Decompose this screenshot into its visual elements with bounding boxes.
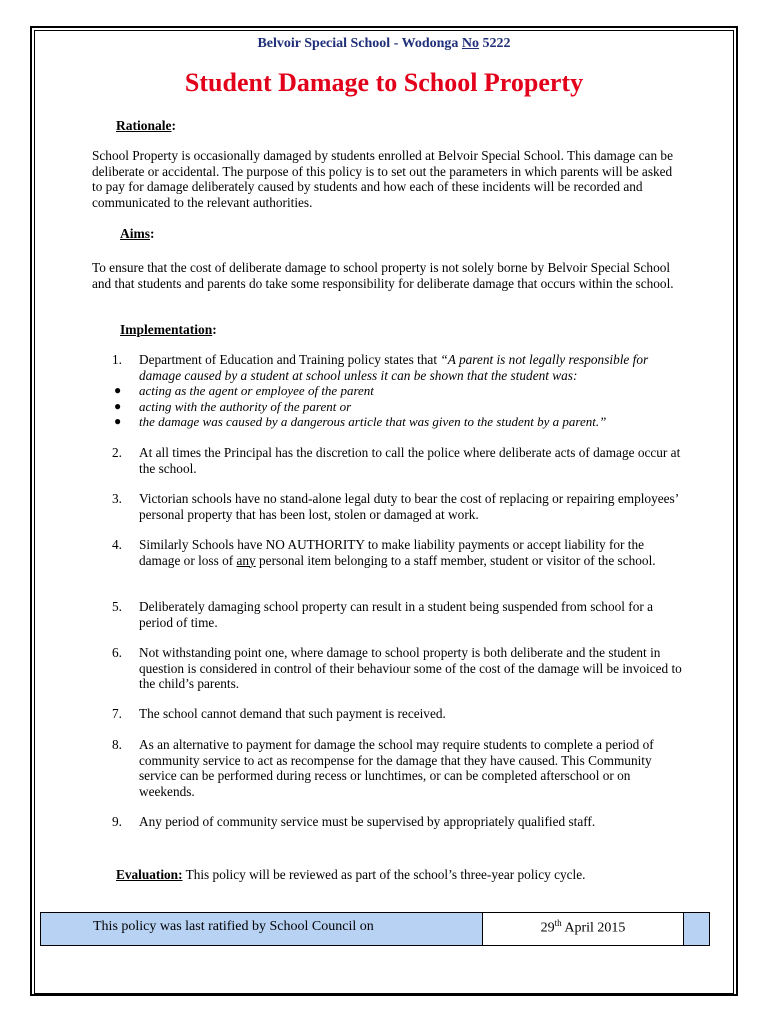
school-name-header — [0, 36, 768, 52]
implementation-heading: Implementation: — [120, 322, 217, 337]
table-end-cell — [683, 913, 709, 946]
school-name: Belvoir Special School - Wodonga — [257, 36, 459, 51]
item-number: 7. — [112, 706, 122, 721]
school-number-label: No — [461, 36, 480, 51]
item-number: 1. — [112, 352, 122, 367]
aims-text: To ensure that the cost of deliberate damage to school property is not solely borne by Belvoir Special School and that students and parents do take some responsibility for deliberate damage that occurs within the school. — [92, 260, 674, 291]
bullet-text: acting with the authority of the parent or — [139, 399, 352, 414]
item-number: 3. — [112, 491, 122, 506]
item-number: 6. — [112, 645, 122, 660]
bullet-text: the damage was caused by a dangerous article that was given to the student by a parent.” — [139, 414, 607, 429]
rationale-text: School Property is occasionally damaged by students enrolled at Belvoir Special School. This damage can be deliberate or accidental. The purpose of this policy is to set out the parameters in which parents will be asked to pay for damage deliberately caused by students and how each of these incidents will be recorded and communicated to the relevant authorities. — [92, 148, 673, 210]
ratified-label: This policy was last ratified by School Council on — [41, 913, 483, 946]
evaluation-text: This policy will be reviewed as part of the school’s three-year policy cycle. — [182, 867, 586, 882]
document-title: Student Damage to School Property — [184, 68, 584, 97]
ratified-date: 29th April 2015 — [483, 913, 683, 946]
item-text: Deliberately damaging school property can result in a student being suspended from school for a period of time. — [139, 599, 654, 630]
item-text: Any period of community service must be supervised by appropriately qualified staff. — [139, 814, 596, 829]
aims-heading: Aims: — [120, 226, 155, 241]
ratification-table — [40, 912, 710, 946]
bullet-text: acting as the agent or employee of the parent — [139, 383, 374, 398]
evaluation-heading: Evaluation: — [116, 867, 183, 882]
item-text: As an alternative to payment for damage the school may require students to complete a period of community service to act as recompense for the damage that they have caused. This Community service can be performed during recess or lunchtimes, or can be completed afterschool or on weekends. — [139, 737, 654, 799]
bullet-dot: ● — [114, 383, 122, 397]
bullet-dot: ● — [114, 399, 122, 413]
item-text: Similarly Schools have NO AUTHORITY to make liability payments or accept liability for the damage or loss of any personal item belonging to a staff member, student or visitor of the school. — [139, 537, 656, 568]
item-text: Victorian schools have no stand-alone legal duty to bear the cost of replacing or repairing employees’ personal property that has been lost, stolen or damaged at work. — [139, 491, 679, 522]
item-number: 2. — [112, 445, 122, 460]
bullet-dot: ● — [114, 414, 122, 428]
item-number: 5. — [112, 599, 122, 614]
item-number: 4. — [112, 537, 122, 552]
item-text: Department of Education and Training policy states that “A parent is not legally responsible for damage caused by a student at school unless it can be shown that the student was: — [139, 352, 649, 383]
item-text: The school cannot demand that such payment is received. — [139, 706, 446, 721]
evaluation-line — [116, 867, 676, 883]
item-text: At all times the Principal has the discretion to call the police where deliberate acts of damage occur at the school. — [139, 445, 681, 476]
rationale-heading: Rationale: — [116, 118, 176, 133]
item-number: 9. — [112, 814, 122, 829]
school-number: 5222 — [482, 36, 511, 51]
item-text: Not withstanding point one, where damage to school property is both deliberate and the student in question is considered in control of their behaviour some of the cost of the damage will be invoiced to the child’s parents. — [139, 645, 682, 692]
item-number: 8. — [112, 737, 122, 752]
